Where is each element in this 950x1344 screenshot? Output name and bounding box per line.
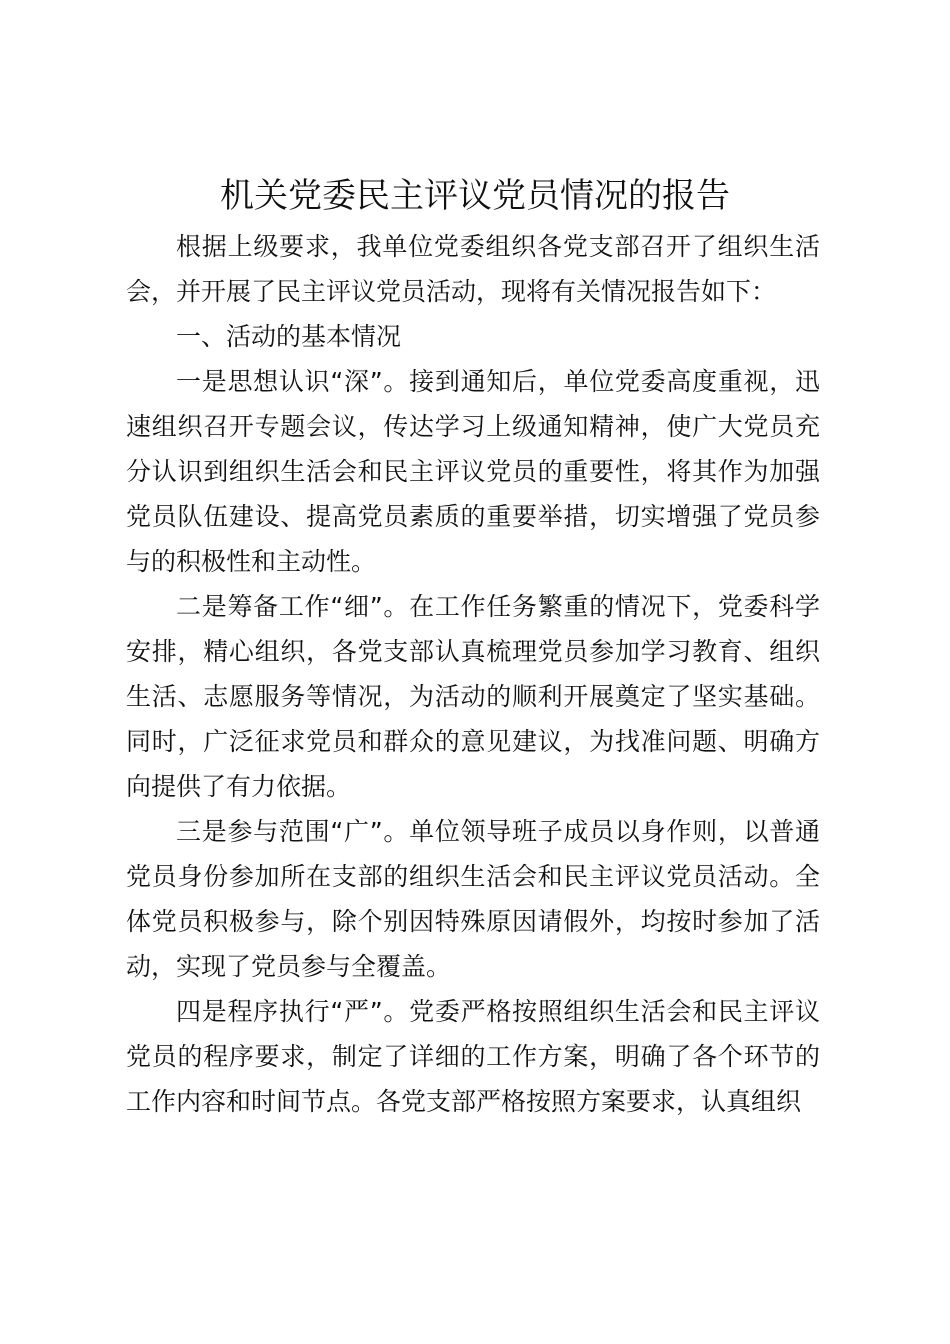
- paragraph-thinking: 一是思想认识“深”。接到通知后，单位党委高度重视，迅速组织召开专题会议，传达学习上级通知精神，使广大党员充分认识到组织生活会和民主评议党员的重要性，将其作为加强党员队伍建设、提高党员素质的重要举措，切实增强了党员参与的积极性和主动性。: [126, 367, 820, 576]
- document-body: [126, 224, 820, 1124]
- intro-paragraph: 根据上级要求，我单位党委组织各党支部召开了组织生活会，并开展了民主评议党员活动，现将有关情况报告如下：: [126, 232, 820, 306]
- document-title: 机关党委民主评议党员情况的报告: [220, 176, 730, 216]
- paragraph-preparation: 二是筹备工作“细”。在工作任务繁重的情况下，党委科学安排，精心组织，各党支部认真梳理党员参加学习教育、组织生活、志愿服务等情况，为活动的顺利开展奠定了坚实基础。同时，广泛征求党员和群众的意见建议，为找准问题、明确方向提供了有力依据。: [126, 592, 820, 801]
- paragraph-procedure: 四是程序执行“严”。党委严格按照组织生活会和民主评议党员的程序要求，制定了详细的工作方案，明确了各个环节的工作内容和时间节点。各党支部严格按照方案要求，认真组织: [126, 997, 820, 1116]
- section-heading-basic-situation: 一、活动的基本情况: [176, 322, 402, 351]
- paragraph-participation: 三是参与范围“广”。单位领导班子成员以身作则，以普通党员身份参加所在支部的组织生活会和民主评议党员活动。全体党员积极参与，除个别因特殊原因请假外，均按时参加了活动，实现了党员参与全覆盖。: [126, 817, 820, 981]
